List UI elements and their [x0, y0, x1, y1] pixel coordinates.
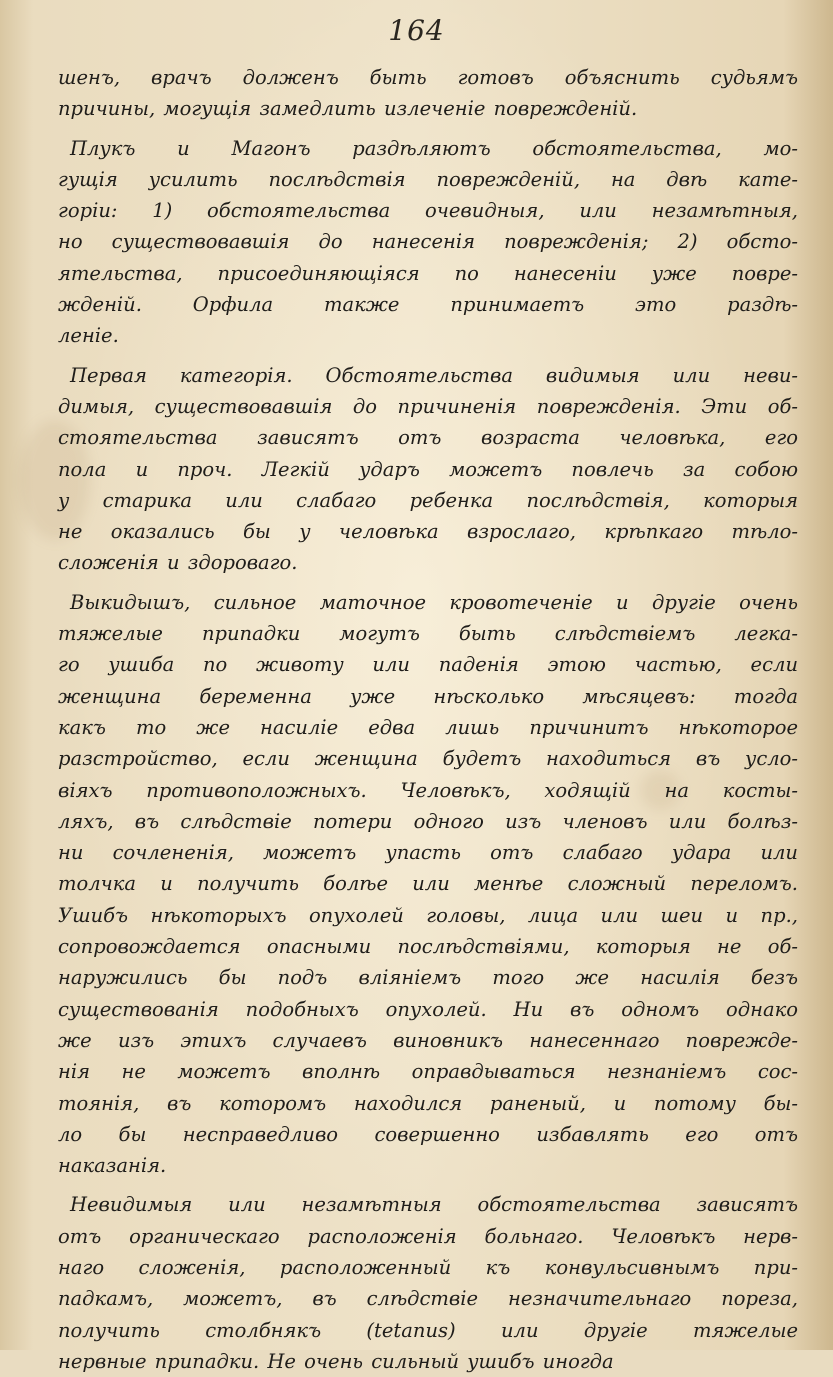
text-line: женщина беременна уже нѣсколько мѣсяцевъ: тогда: [58, 684, 798, 708]
text-line: пола и проч. Легкій ударъ можетъ повлечь за собою: [58, 457, 798, 481]
text-line: наказанія.: [58, 1154, 167, 1178]
handwritten-text: [58, 62, 798, 1377]
text-line: тоянія, въ которомъ находился раненый, и потому бы-: [58, 1091, 798, 1115]
text-line: отъ органическаго расположенія больнаго. Человѣкъ нерв-: [58, 1224, 798, 1248]
text-line: толчка и получить болѣе или менѣе сложный переломъ.: [58, 872, 798, 896]
text-line: разстройство, если женщина будетъ находиться въ усло-: [58, 747, 798, 771]
text-line: нія не можетъ вполнѣ оправдываться незнаніемъ сос-: [58, 1060, 798, 1084]
text-line: нервные припадки. Не очень сильный ушибъ иногда: [58, 1349, 614, 1373]
text-line: наго сложенія, расположенный къ конвульсивнымъ при-: [58, 1255, 798, 1279]
text-line: Плукъ и Магонъ раздѣляютъ обстоятельства, мо-: [70, 136, 798, 160]
text-line: Первая категорія. Обстоятельства видимыя или неви-: [70, 363, 798, 387]
text-line: существованія подобныхъ опухолей. Ни въ одномъ однако: [58, 997, 798, 1021]
text-line: сложенія и здороваго.: [58, 551, 298, 575]
text-line: падкамъ, можетъ, въ слѣдствіе незначительнаго пореза,: [58, 1287, 798, 1311]
text-line: же изъ этихъ случаевъ виновникъ нанесеннаго поврежде-: [58, 1028, 798, 1052]
text-line: гущія усилить послѣдствія поврежденій, на двѣ кате-: [58, 167, 798, 191]
text-line: причины, могущія замедлить излеченіе поврежденій.: [58, 97, 638, 121]
text-line: Ушибъ нѣкоторыхъ опухолей головы, лица или шеи и пр.,: [58, 903, 798, 927]
text-line: го ушиба по животу или паденія этою частью, если: [58, 653, 798, 677]
paragraph-gap: [58, 579, 798, 587]
text-line: горіи: 1) обстоятельства очевидныя, или незамѣтныя,: [58, 199, 798, 223]
text-line: Невидимыя или незамѣтныя обстоятельства зависятъ: [70, 1193, 798, 1217]
text-line: не оказались бы у человѣка взрослаго, крѣпкаго тѣло-: [58, 520, 798, 544]
text-line: сопровождается опасными послѣдствіями, которыя не об-: [58, 935, 798, 959]
text-line: ятельства, присоединяющіяся по нанесеніи уже повре-: [58, 261, 798, 285]
text-line: леніе.: [58, 324, 119, 348]
text-line: Выкидышъ, сильное маточное кровотеченіе и другіе очень: [70, 590, 798, 614]
text-line: ло бы несправедливо совершенно избавлять его отъ: [58, 1122, 798, 1146]
text-line: віяхъ противоположныхъ. Человѣкъ, ходящій на косты-: [58, 778, 798, 802]
text-line: стоятельства зависятъ отъ возраста человѣка, его: [58, 426, 798, 450]
text-line: получить столбнякъ (tetanus) или другіе тяжелые: [58, 1318, 798, 1342]
page-number: 164: [388, 14, 445, 47]
paragraph-gap: [58, 125, 798, 133]
text-line: шенъ, врачъ долженъ быть готовъ объяснить судьямъ: [58, 66, 798, 89]
paragraph-gap: [58, 1181, 798, 1189]
text-line: какъ то же насиліе едва лишь причинитъ нѣкоторое: [58, 715, 798, 739]
text-line: тяжелые припадки могутъ быть слѣдствіемъ легка-: [58, 622, 798, 646]
text-line: у старика или слабаго ребенка послѣдствія, которыя: [58, 488, 798, 512]
text-line: но существовавшія до нанесенія поврежденія; 2) обсто-: [58, 230, 798, 254]
paragraph-gap: [58, 352, 798, 360]
text-line: наружились бы подъ вліяніемъ того же насилія безъ: [58, 966, 798, 990]
text-line: димыя, существовавшія до причиненія поврежденія. Эти об-: [58, 394, 798, 418]
text-line: ляхъ, въ слѣдствіе потери одного изъ членовъ или болѣз-: [58, 809, 798, 833]
text-line: жденій. Орфила также принимаетъ это раздѣ-: [58, 293, 798, 317]
text-line: ни сочлененія, можетъ упасть отъ слабаго удара или: [58, 841, 798, 865]
